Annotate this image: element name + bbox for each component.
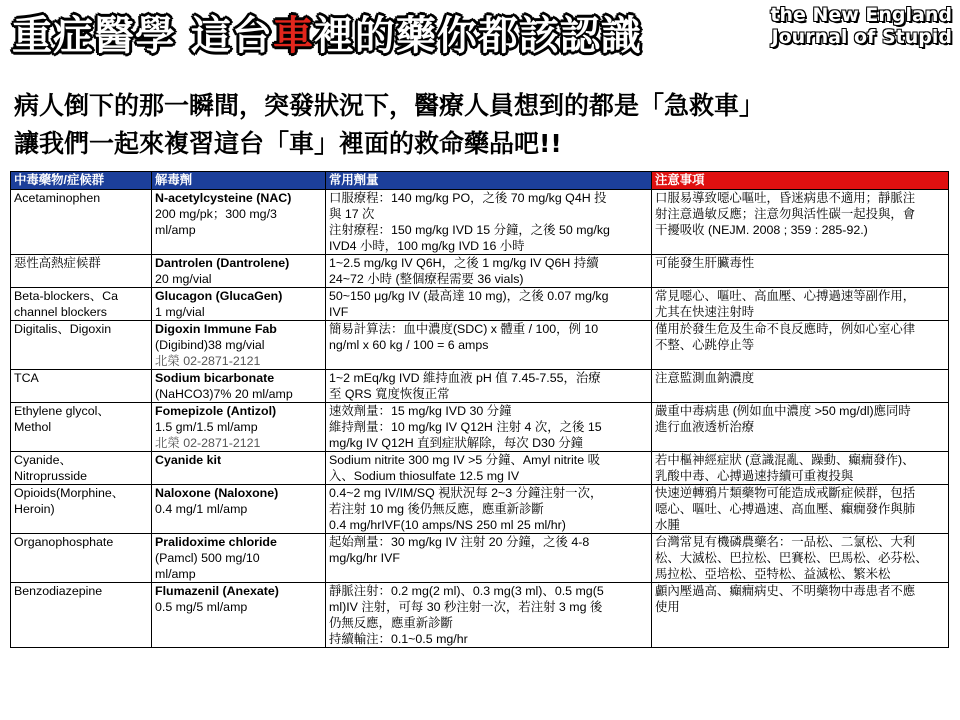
dose-line: 至 QRS 寬度恢復正常 [329, 387, 450, 401]
antidote-contact: 北榮 02-2871-2121 [155, 354, 261, 368]
poison-cell [11, 485, 152, 534]
antidote-line: 1.5 gm/1.5 ml/amp [155, 420, 258, 434]
table-row [11, 288, 949, 321]
dose-line: 若注射 10 mg 後仍無反應，應重新診斷 [329, 502, 544, 516]
journal-logo [770, 4, 952, 48]
note-line: 嚴重中毒病患 (例如血中濃度 >50 mg/dl)應同時 [655, 404, 911, 418]
note-line: 干擾吸收 (NEJM. 2008 ; 359 : 285-92.) [655, 223, 868, 237]
poison-line: Organophosphate [14, 535, 114, 549]
antidote-line: 0.5 mg/5 ml/amp [155, 600, 248, 614]
table-row [11, 255, 949, 288]
note-line: 松、大滅松、巴拉松、巴賽松、巴馬松、必芬松、 [655, 551, 928, 565]
antidote-name: Sodium bicarbonate [155, 371, 275, 385]
table-row [11, 321, 949, 370]
note-cell [652, 452, 949, 485]
dose-line: 與 17 次 [329, 207, 375, 221]
poison-cell [11, 534, 152, 583]
poison-line: Methol [14, 420, 52, 434]
poison-cell [11, 452, 152, 485]
dose-cell [326, 452, 652, 485]
logo-line-1: the New England [770, 4, 952, 26]
table-row [11, 370, 949, 403]
note-cell [652, 534, 949, 583]
note-line: 顱內壓過高、癲癇病史、不明藥物中毒患者不應 [655, 584, 916, 598]
dose-line: IVD4 小時，100 mg/kg IVD 16 小時 [329, 239, 525, 253]
antidote-cell [152, 255, 326, 288]
title-highlight: 車 [272, 13, 314, 59]
antidote-cell [152, 288, 326, 321]
poison-cell [11, 583, 152, 648]
table-row [11, 534, 949, 583]
antidote-name: Naloxone (Naloxone) [155, 486, 279, 500]
table-row [11, 452, 949, 485]
antidote-line: ml/amp [155, 223, 196, 237]
page-title [12, 4, 642, 61]
poison-line: Opioids(Morphine、 [14, 486, 125, 500]
poison-line: Beta-blockers、Ca [14, 289, 118, 303]
dose-line: 維持劑量：10 mg/kg IV Q12H 注射 4 次，之後 15 [329, 420, 602, 434]
dose-line: 簡易計算法：血中濃度(SDC) x 體重 / 100，例 10 [329, 322, 599, 336]
poison-line: Nitroprusside [14, 469, 87, 483]
poison-cell [11, 370, 152, 403]
note-line: 快速逆轉鴉片類藥物可能造成戒斷症候群，包括 [655, 486, 916, 500]
note-cell [652, 288, 949, 321]
note-line: 台灣常見有機磷農藥名：一品松、二氯松、大利 [655, 535, 916, 549]
table-row [11, 403, 949, 452]
poison-cell [11, 255, 152, 288]
antidote-name: Glucagon (GlucaGen) [155, 289, 283, 303]
poison-line: Heroin) [14, 502, 55, 516]
note-line: 射注意過敏反應；注意勿與活性碳一起投與，會 [655, 207, 916, 221]
subtitle-line-1: 病人倒下的那一瞬間，突發狀況下，醫療人員想到的都是「急救車」 [14, 91, 765, 120]
dose-line: mg/kg IV Q12H 直到症狀解除，每次 D30 分鐘 [329, 436, 584, 450]
note-line: 水腫 [655, 518, 680, 532]
table-row [11, 190, 949, 255]
antidote-name: Digoxin Immune Fab [155, 322, 277, 336]
header-antidote: 解毒劑 [152, 172, 326, 190]
antidote-name: N-acetylcysteine (NAC) [155, 191, 292, 205]
dose-line: 起始劑量：30 mg/kg IV 注射 20 分鐘，之後 4-8 [329, 535, 590, 549]
dose-line: IVF [329, 305, 349, 319]
antidote-cell [152, 403, 326, 452]
dose-cell [326, 321, 652, 370]
poison-cell [11, 190, 152, 255]
note-line: 口服易導致噁心嘔吐，昏迷病患不適用；靜脈注 [655, 191, 916, 205]
antidote-name: Pralidoxime chloride [155, 535, 277, 549]
dose-cell [326, 190, 652, 255]
poison-line: Ethylene glycol、 [14, 404, 110, 418]
antidote-line: (NaHCO3)7% 20 ml/amp [155, 387, 293, 401]
antidote-name: Flumazenil (Anexate) [155, 584, 279, 598]
dose-cell [326, 403, 652, 452]
note-line: 可能發生肝臟毒性 [655, 256, 755, 270]
poison-line: Acetaminophen [14, 191, 101, 205]
poison-line: Cyanide、 [14, 453, 72, 467]
antidote-contact: 北榮 02-2871-2121 [155, 436, 261, 450]
dose-line: 靜脈注射：0.2 mg(2 ml)、0.3 mg(3 ml)、0.5 mg(5 [329, 584, 604, 598]
antidote-line: 0.4 mg/1 ml/amp [155, 502, 248, 516]
dose-line: 1~2 mEq/kg IVD 維持血液 pH 值 7.45-7.55，治療 [329, 371, 601, 385]
poison-line: Digitalis、Digoxin [14, 322, 112, 336]
antidote-cell [152, 321, 326, 370]
dose-line: 0.4~2 mg IV/IM/SQ 視狀況每 2~3 分鐘注射一次， [329, 486, 603, 500]
dose-cell [326, 255, 652, 288]
note-cell [652, 255, 949, 288]
antidote-cell [152, 190, 326, 255]
note-line: 乳酸中毒、心搏過速持續可重複投與 [655, 469, 854, 483]
antidote-name: Cyanide kit [155, 453, 222, 467]
dose-line: 速效劑量：15 mg/kg IVD 30 分鐘 [329, 404, 512, 418]
antidote-line: (Pamcl) 500 mg/10 [155, 551, 260, 565]
note-cell [652, 370, 949, 403]
dose-line: 1~2.5 mg/kg IV Q6H，之後 1 mg/kg IV Q6H 持續 [329, 256, 599, 270]
note-line: 馬拉松、亞培松、亞特松、益滅松、繁米松 [655, 567, 891, 581]
poison-cell [11, 403, 152, 452]
antidote-cell [152, 485, 326, 534]
header-notes: 注意事項 [652, 172, 949, 190]
dose-line: 50~150 μg/kg IV (最高達 10 mg)，之後 0.07 mg/kg [329, 289, 609, 303]
dose-line: Sodium nitrite 300 mg IV >5 分鐘、Amyl nitrite 吸 [329, 453, 600, 467]
logo-line-2: Journal of Stupid [771, 26, 952, 48]
poison-cell [11, 288, 152, 321]
table-header-row [11, 172, 949, 190]
note-line: 噁心、嘔吐、心搏過速、高血壓、癲癇發作與肺 [655, 502, 916, 516]
antidote-cell [152, 583, 326, 648]
dose-cell [326, 485, 652, 534]
poison-line: Benzodiazepine [14, 584, 103, 598]
dose-line: mg/kg/hr IVF [329, 551, 400, 565]
poison-cell [11, 321, 152, 370]
note-line: 進行血液透析治療 [655, 420, 755, 434]
note-cell [652, 583, 949, 648]
title-part-1: 重症醫學 這台 [12, 13, 273, 59]
note-line: 常見噁心、嘔吐、高血壓、心搏過速等副作用， [655, 289, 916, 303]
dose-line: 口服療程：140 mg/kg PO，之後 70 mg/kg Q4H 投 [329, 191, 607, 205]
dose-line: 仍無反應，應重新診斷 [329, 616, 453, 630]
antidote-cell [152, 534, 326, 583]
table-row [11, 485, 949, 534]
header-poison: 中毒藥物/症候群 [11, 172, 152, 190]
note-cell [652, 403, 949, 452]
table-body [11, 190, 949, 648]
antidote-line: 1 mg/vial [155, 305, 205, 319]
dose-cell [326, 583, 652, 648]
antidote-cell [152, 452, 326, 485]
note-line: 僅用於發生危及生命不良反應時，例如心室心律 [655, 322, 916, 336]
antidote-table [10, 171, 949, 648]
subtitle-line-2: 讓我們一起來複習這台「車」裡面的救命藥品吧!! [14, 129, 562, 158]
table-row [11, 583, 949, 648]
note-line: 注意監測血鈉濃度 [655, 371, 755, 385]
dose-cell [326, 288, 652, 321]
dose-line: ml)IV 注射，可每 30 秒注射一次，若注射 3 mg 後 [329, 600, 603, 614]
antidote-name: Dantrolen (Dantrolene) [155, 256, 290, 270]
note-line: 使用 [655, 600, 680, 614]
note-line: 尤其在快速注射時 [655, 305, 755, 319]
note-cell [652, 190, 949, 255]
dose-line: 持續輸注：0.1~0.5 mg/hr [329, 632, 468, 646]
header-dose: 常用劑量 [326, 172, 652, 190]
dose-line: 0.4 mg/hrIVF(10 amps/NS 250 ml 25 ml/hr) [329, 518, 566, 532]
antidote-line: 20 mg/vial [155, 272, 212, 286]
dose-line: ng/ml x 60 kg / 100 = 6 amps [329, 338, 489, 352]
antidote-name: Fomepizole (Antizol) [155, 404, 277, 418]
title-part-2: 裡的藥你都該認識 [313, 13, 642, 59]
dose-cell [326, 534, 652, 583]
note-cell [652, 485, 949, 534]
antidote-line: (Digibind)38 mg/vial [155, 338, 265, 352]
dose-line: 24~72 小時 (整個療程需要 36 vials) [329, 272, 524, 286]
note-line: 不整、心跳停止等 [655, 338, 755, 352]
poison-line: channel blockers [14, 305, 107, 319]
antidote-line: ml/amp [155, 567, 196, 581]
note-cell [652, 321, 949, 370]
antidote-line: 200 mg/pk；300 mg/3 [155, 207, 277, 221]
dose-cell [326, 370, 652, 403]
antidote-cell [152, 370, 326, 403]
poison-line: TCA [14, 371, 39, 385]
poison-line: 惡性高熱症候群 [14, 256, 101, 270]
note-line: 若中樞神經症狀 (意識混亂、躁動、癲癇發作)、 [655, 453, 915, 467]
dose-line: 注射療程：150 mg/kg IVD 15 分鐘，之後 50 mg/kg [329, 223, 610, 237]
dose-line: 入、Sodium thiosulfate 12.5 mg IV [329, 469, 520, 483]
